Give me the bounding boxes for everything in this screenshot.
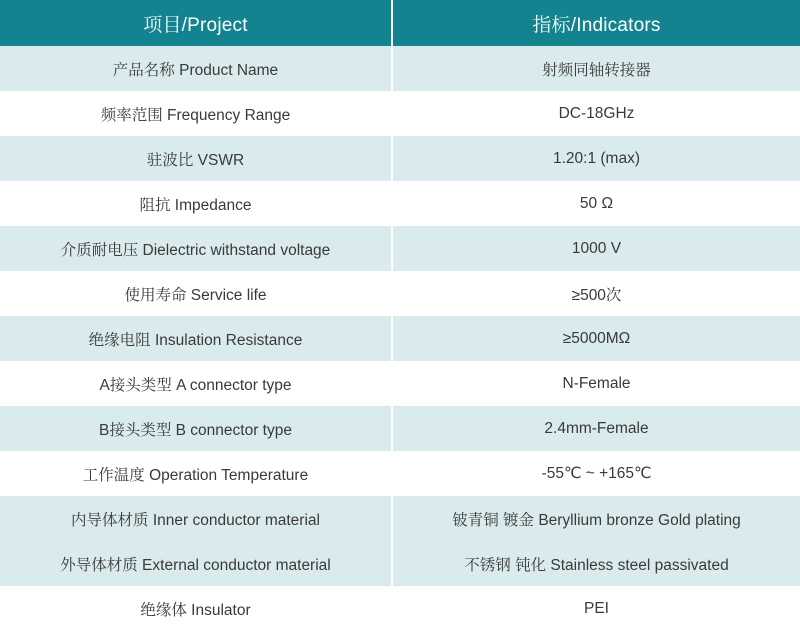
cell-indicator: DC-18GHz <box>392 91 800 136</box>
table-row <box>0 586 800 631</box>
cell-project: 阻抗 Impedance <box>0 181 392 226</box>
table-row <box>0 496 800 541</box>
cell-indicator: PEI <box>392 586 800 631</box>
cell-indicator: 1.20:1 (max) <box>392 136 800 181</box>
cell-project: 内导体材质 Inner conductor material <box>0 496 392 541</box>
cell-project: A接头类型 A connector type <box>0 361 392 406</box>
table-row <box>0 136 800 181</box>
column-header-project: 项目/Project <box>0 0 392 46</box>
cell-indicator: N-Female <box>392 361 800 406</box>
cell-indicator: 50 Ω <box>392 181 800 226</box>
table-body <box>0 46 800 631</box>
cell-indicator: 射频同轴转接器 <box>392 46 800 91</box>
cell-project: 绝缘电阻 Insulation Resistance <box>0 316 392 361</box>
cell-indicator: -55℃ ~ +165℃ <box>392 451 800 496</box>
cell-project: 产品名称 Product Name <box>0 46 392 91</box>
cell-indicator: 铍青铜 镀金 Beryllium bronze Gold plating <box>392 496 800 541</box>
cell-indicator: ≥5000MΩ <box>392 316 800 361</box>
table-row <box>0 451 800 496</box>
cell-project: 绝缘体 Insulator <box>0 586 392 631</box>
table-row <box>0 541 800 586</box>
cell-indicator: 1000 V <box>392 226 800 271</box>
cell-project: 工作温度 Operation Temperature <box>0 451 392 496</box>
table-row <box>0 226 800 271</box>
table-header-row <box>0 0 800 46</box>
table-row <box>0 46 800 91</box>
column-header-indicators: 指标/Indicators <box>392 0 800 46</box>
cell-project: 外导体材质 External conductor material <box>0 541 392 586</box>
table-row <box>0 271 800 316</box>
table-row <box>0 91 800 136</box>
table-row <box>0 406 800 451</box>
cell-project: 使用寿命 Service life <box>0 271 392 316</box>
cell-project: 频率范围 Frequency Range <box>0 91 392 136</box>
cell-project: 介质耐电压 Dielectric withstand voltage <box>0 226 392 271</box>
table-header <box>0 0 800 46</box>
table-row <box>0 361 800 406</box>
table-row <box>0 181 800 226</box>
cell-indicator: 2.4mm-Female <box>392 406 800 451</box>
cell-project: B接头类型 B connector type <box>0 406 392 451</box>
table-row <box>0 316 800 361</box>
cell-indicator: 不锈钢 钝化 Stainless steel passivated <box>392 541 800 586</box>
cell-project: 驻波比 VSWR <box>0 136 392 181</box>
cell-indicator: ≥500次 <box>392 271 800 316</box>
